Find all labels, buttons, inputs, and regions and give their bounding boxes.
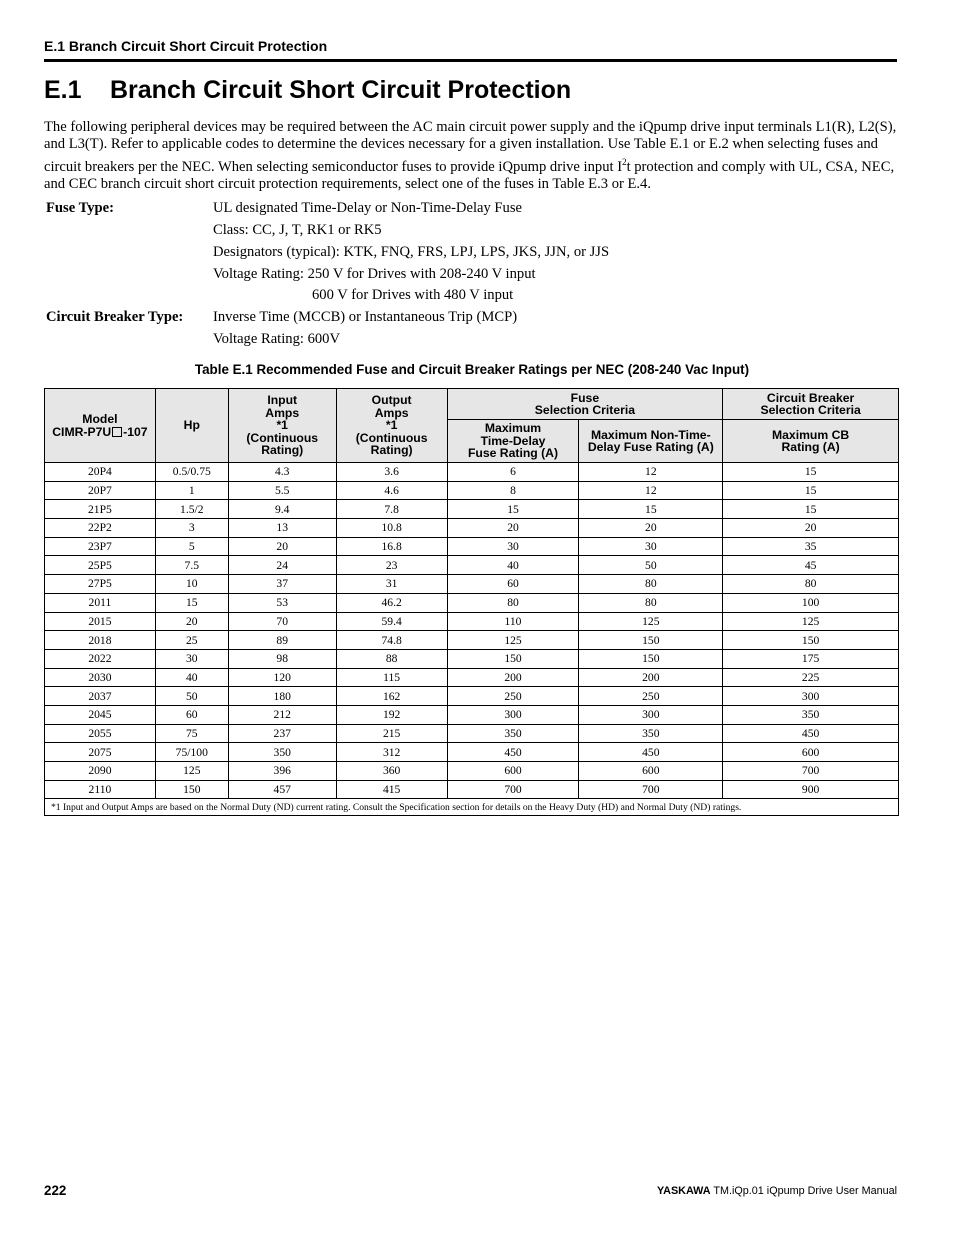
cell-input-amps: 53: [228, 593, 336, 612]
cell-input-amps: 70: [228, 612, 336, 631]
table-row: [45, 500, 899, 519]
fuse-type-label: Fuse Type:: [46, 200, 114, 216]
section-title: Branch Circuit Short Circuit Protection: [110, 76, 572, 104]
cell-max-non-time-delay: 300: [579, 705, 723, 724]
cell-max-cb: 35: [723, 537, 899, 556]
cell-hp: 40: [155, 668, 228, 687]
cell-hp: 1.5/2: [155, 500, 228, 519]
cell-max-time-delay: 450: [447, 743, 579, 762]
cell-max-time-delay: 600: [447, 762, 579, 781]
cell-max-non-time-delay: 80: [579, 575, 723, 594]
cell-input-amps: 120: [228, 668, 336, 687]
cell-output-amps: 115: [336, 668, 447, 687]
cell-output-amps: 31: [336, 575, 447, 594]
cell-max-non-time-delay: 20: [579, 519, 723, 538]
table-footnote: *1 Input and Output Amps are based on the Normal Duty (ND) current rating. Consult the Specification section for details on the Heavy Duty (HD) and Normal Duty (ND) ratings.: [45, 799, 899, 816]
cell-output-amps: 16.8: [336, 537, 447, 556]
cell-max-non-time-delay: 30: [579, 537, 723, 556]
breaker-type-line: Inverse Time (MCCB) or Instantaneous Trip (MCP): [213, 309, 518, 325]
cell-input-amps: 457: [228, 780, 336, 799]
cell-max-time-delay: 6: [447, 463, 579, 482]
cell-hp: 60: [155, 705, 228, 724]
cell-input-amps: 89: [228, 631, 336, 650]
cell-max-cb: 15: [723, 500, 899, 519]
cell-model: 2015: [45, 612, 156, 631]
cell-max-non-time-delay: 600: [579, 762, 723, 781]
cell-max-non-time-delay: 700: [579, 780, 723, 799]
table-row: [45, 612, 899, 631]
cell-output-amps: 162: [336, 687, 447, 706]
breaker-type-label: Circuit Breaker Type:: [46, 309, 184, 325]
header-output-amps: Output Amps *1 (Continuous Rating): [336, 389, 447, 463]
table-row: [45, 481, 899, 500]
cell-output-amps: 360: [336, 762, 447, 781]
table-row: [45, 575, 899, 594]
cell-model: 2011: [45, 593, 156, 612]
cell-max-time-delay: 125: [447, 631, 579, 650]
cell-model: 21P5: [45, 500, 156, 519]
cell-model: 2110: [45, 780, 156, 799]
cell-model: 20P7: [45, 481, 156, 500]
cell-input-amps: 350: [228, 743, 336, 762]
cell-input-amps: 5.5: [228, 481, 336, 500]
cell-output-amps: 59.4: [336, 612, 447, 631]
cell-output-amps: 4.6: [336, 481, 447, 500]
cell-output-amps: 192: [336, 705, 447, 724]
intro-text-2: t protection and comply with UL, CSA, NEC, and CEC branch circuit short circuit protection requirements, select one of the fuses in Table E.3 or E.4.: [44, 158, 895, 192]
cell-model: 22P2: [45, 519, 156, 538]
cell-max-time-delay: 700: [447, 780, 579, 799]
cell-max-non-time-delay: 450: [579, 743, 723, 762]
cell-hp: 10: [155, 575, 228, 594]
fuse-type-line: UL designated Time-Delay or Non-Time-Delay Fuse: [213, 200, 522, 216]
table-row: [45, 649, 899, 668]
table-row: [45, 593, 899, 612]
table-row: [45, 724, 899, 743]
intro-paragraph: [44, 119, 900, 193]
page-number: 222: [44, 1183, 67, 1198]
footer-manual: TM.iQp.01 iQpump Drive User Manual: [713, 1185, 897, 1197]
header-max-cb: Maximum CB Rating (A): [723, 420, 899, 463]
table-row: [45, 780, 899, 799]
cell-output-amps: 88: [336, 649, 447, 668]
intro-superscript: 2: [622, 156, 627, 167]
cell-max-time-delay: 110: [447, 612, 579, 631]
cell-input-amps: 237: [228, 724, 336, 743]
cell-max-non-time-delay: 150: [579, 631, 723, 650]
cell-max-non-time-delay: 15: [579, 500, 723, 519]
page-title: [44, 76, 571, 105]
cell-max-time-delay: 40: [447, 556, 579, 575]
breaker-voltage-line: Voltage Rating: 600V: [213, 331, 341, 347]
header-breaker-group: Circuit Breaker Selection Criteria: [723, 389, 899, 420]
cell-max-cb: 300: [723, 687, 899, 706]
cell-model: 2030: [45, 668, 156, 687]
cell-max-non-time-delay: 200: [579, 668, 723, 687]
cell-input-amps: 98: [228, 649, 336, 668]
cell-hp: 5: [155, 537, 228, 556]
cell-output-amps: 3.6: [336, 463, 447, 482]
cell-max-non-time-delay: 80: [579, 593, 723, 612]
cell-max-cb: 175: [723, 649, 899, 668]
fuse-class-line: Class: CC, J, T, RK1 or RK5: [213, 222, 382, 238]
cell-max-time-delay: 200: [447, 668, 579, 687]
cell-max-time-delay: 250: [447, 687, 579, 706]
cell-output-amps: 74.8: [336, 631, 447, 650]
fuse-designators-line: Designators (typical): KTK, FNQ, FRS, LPJ, LPS, JKS, JJN, or JJS: [213, 244, 610, 260]
cell-max-cb: 350: [723, 705, 899, 724]
cell-input-amps: 396: [228, 762, 336, 781]
table-row: [45, 668, 899, 687]
cell-input-amps: 212: [228, 705, 336, 724]
cell-model: 2022: [45, 649, 156, 668]
cell-max-non-time-delay: 150: [579, 649, 723, 668]
cell-max-cb: 100: [723, 593, 899, 612]
cell-max-cb: 225: [723, 668, 899, 687]
header-max-time-delay: Maximum Time-Delay Fuse Rating (A): [447, 420, 579, 463]
cell-max-cb: 900: [723, 780, 899, 799]
cell-hp: 15: [155, 593, 228, 612]
cell-max-time-delay: 350: [447, 724, 579, 743]
cell-input-amps: 24: [228, 556, 336, 575]
cell-hp: 7.5: [155, 556, 228, 575]
cell-input-amps: 4.3: [228, 463, 336, 482]
cell-max-time-delay: 60: [447, 575, 579, 594]
cell-model: 2018: [45, 631, 156, 650]
cell-max-cb: 20: [723, 519, 899, 538]
table-row: [45, 556, 899, 575]
header-rule: [44, 59, 897, 62]
cell-model: 2090: [45, 762, 156, 781]
cell-input-amps: 9.4: [228, 500, 336, 519]
table-row: [45, 705, 899, 724]
cell-max-time-delay: 20: [447, 519, 579, 538]
table-row: [45, 687, 899, 706]
cell-max-non-time-delay: 250: [579, 687, 723, 706]
table-row: [45, 537, 899, 556]
cell-max-cb: 700: [723, 762, 899, 781]
cell-max-cb: 15: [723, 481, 899, 500]
header-hp: Hp: [155, 389, 228, 463]
cell-model: 25P5: [45, 556, 156, 575]
cell-hp: 1: [155, 481, 228, 500]
cell-max-cb: 450: [723, 724, 899, 743]
table-caption: Table E.1 Recommended Fuse and Circuit Breaker Ratings per NEC (208-240 Vac Input): [194, 362, 750, 377]
cell-output-amps: 215: [336, 724, 447, 743]
cell-output-amps: 46.2: [336, 593, 447, 612]
cell-output-amps: 23: [336, 556, 447, 575]
cell-max-time-delay: 80: [447, 593, 579, 612]
cell-hp: 25: [155, 631, 228, 650]
footer-brand: YASKAWA: [656, 1185, 711, 1197]
cell-hp: 75: [155, 724, 228, 743]
cell-hp: 20: [155, 612, 228, 631]
cell-max-time-delay: 8: [447, 481, 579, 500]
cell-max-non-time-delay: 350: [579, 724, 723, 743]
table-row: [45, 743, 899, 762]
cell-max-cb: 80: [723, 575, 899, 594]
cell-input-amps: 37: [228, 575, 336, 594]
cell-model: 27P5: [45, 575, 156, 594]
cell-output-amps: 312: [336, 743, 447, 762]
cell-hp: 50: [155, 687, 228, 706]
header-input-amps: Input Amps *1 (Continuous Rating): [228, 389, 336, 463]
table-row: [45, 463, 899, 482]
header-model: Model CIMR-P7U -107: [45, 389, 156, 463]
cell-max-time-delay: 15: [447, 500, 579, 519]
cell-model: 23P7: [45, 537, 156, 556]
header-fuse-group: Fuse Selection Criteria: [447, 389, 723, 420]
cell-hp: 150: [155, 780, 228, 799]
cell-max-non-time-delay: 125: [579, 612, 723, 631]
cell-model: 20P4: [45, 463, 156, 482]
header-max-non-time-delay: Maximum Non-Time- Delay Fuse Rating (A): [579, 420, 723, 463]
cell-max-cb: 45: [723, 556, 899, 575]
cell-hp: 30: [155, 649, 228, 668]
table-row: [45, 519, 899, 538]
cell-model: 2055: [45, 724, 156, 743]
section-number: E.1: [44, 76, 82, 104]
cell-output-amps: 415: [336, 780, 447, 799]
cell-input-amps: 13: [228, 519, 336, 538]
cell-hp: 3: [155, 519, 228, 538]
cell-max-non-time-delay: 50: [579, 556, 723, 575]
cell-max-non-time-delay: 12: [579, 481, 723, 500]
cell-model: 2037: [45, 687, 156, 706]
table-row: [45, 631, 899, 650]
cell-model: 2045: [45, 705, 156, 724]
table-body: [45, 463, 899, 799]
intro-text-1: The following peripheral devices may be required between the AC main circuit power supply and the iQpump drive input terminals L1(R), L2(S), and L3(T). Refer to applicable codes to determine the devices necessary for a given installation. Use Table E.1 or E.2 when selecting fuses and circuit breakers per the NEC. When selecting semiconductor fuses to provide iQpump drive input I: [44, 119, 897, 175]
cell-max-time-delay: 150: [447, 649, 579, 668]
cell-hp: 75/100: [155, 743, 228, 762]
fuse-voltage-line: Voltage Rating: 250 V for Drives with 208-240 V input: [213, 266, 536, 282]
cell-hp: 0.5/0.75: [155, 463, 228, 482]
footer-manual-title: [657, 1185, 897, 1197]
cell-hp: 125: [155, 762, 228, 781]
fuse-voltage-line-2: 600 V for Drives with 480 V input: [312, 287, 514, 303]
cell-max-cb: 15: [723, 463, 899, 482]
cell-model: 2075: [45, 743, 156, 762]
ratings-table: [44, 388, 899, 816]
cell-input-amps: 20: [228, 537, 336, 556]
cell-output-amps: 10.8: [336, 519, 447, 538]
box-icon: [112, 427, 122, 437]
cell-max-non-time-delay: 12: [579, 463, 723, 482]
cell-input-amps: 180: [228, 687, 336, 706]
cell-output-amps: 7.8: [336, 500, 447, 519]
running-header: E.1 Branch Circuit Short Circuit Protection: [44, 38, 328, 54]
cell-max-cb: 600: [723, 743, 899, 762]
cell-max-cb: 125: [723, 612, 899, 631]
cell-max-time-delay: 300: [447, 705, 579, 724]
cell-max-cb: 150: [723, 631, 899, 650]
cell-max-time-delay: 30: [447, 537, 579, 556]
table-row: [45, 762, 899, 781]
